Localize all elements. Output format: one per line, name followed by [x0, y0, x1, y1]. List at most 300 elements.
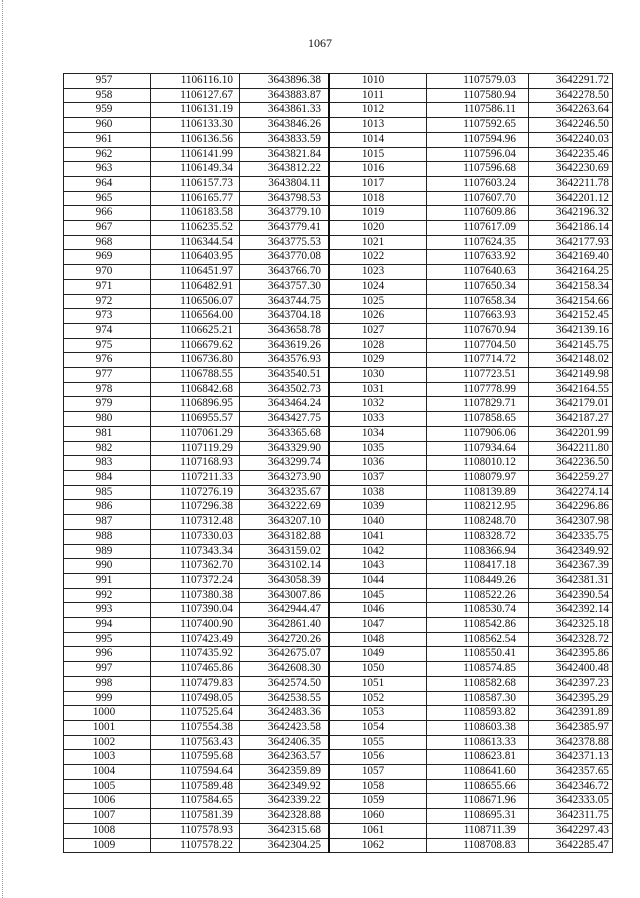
cell-point-number-right: 1060	[329, 809, 427, 824]
cell-y-coordinate-right: 3642154.66	[529, 294, 613, 309]
cell-y-coordinate-right: 3642378.88	[529, 735, 613, 750]
cell-x-coordinate-left: 1107119.29	[151, 441, 240, 456]
table-row	[64, 544, 613, 559]
cell-x-coordinate-right: 1108613.33	[427, 735, 529, 750]
cell-y-coordinate-right: 3642349.92	[529, 544, 613, 559]
cell-point-number-right: 1057	[329, 765, 427, 780]
table-row	[64, 647, 613, 662]
cell-x-coordinate-left: 1107400.90	[151, 618, 240, 633]
scan-edge-line	[2, 0, 4, 898]
cell-point-number-right: 1045	[329, 588, 427, 603]
cell-x-coordinate-left: 1107581.39	[151, 809, 240, 824]
cell-x-coordinate-left: 1106183.58	[151, 206, 240, 221]
cell-point-number-right: 1048	[329, 632, 427, 647]
cell-point-number-left: 988	[64, 529, 151, 544]
cell-point-number-right: 1013	[329, 118, 427, 133]
cell-point-number-left: 990	[64, 559, 151, 574]
cell-y-coordinate-right: 3642177.93	[529, 235, 613, 250]
table-row	[64, 779, 613, 794]
cell-x-coordinate-right: 1108248.70	[427, 515, 529, 530]
cell-point-number-left: 1006	[64, 794, 151, 809]
table-row	[64, 382, 613, 397]
cell-point-number-left: 993	[64, 603, 151, 618]
table-row	[64, 323, 613, 338]
cell-y-coordinate-left: 3643812.22	[240, 162, 330, 177]
cell-x-coordinate-left: 1106235.52	[151, 221, 240, 236]
cell-point-number-right: 1025	[329, 294, 427, 309]
cell-x-coordinate-right: 1107596.68	[427, 162, 529, 177]
cell-point-number-left: 981	[64, 426, 151, 441]
cell-point-number-left: 1008	[64, 823, 151, 838]
cell-y-coordinate-right: 3642164.25	[529, 265, 613, 280]
coordinates-table	[63, 73, 613, 853]
cell-x-coordinate-left: 1106344.54	[151, 235, 240, 250]
cell-x-coordinate-left: 1107554.38	[151, 720, 240, 735]
table-row	[64, 632, 613, 647]
cell-point-number-right: 1044	[329, 573, 427, 588]
cell-point-number-right: 1049	[329, 647, 427, 662]
cell-y-coordinate-left: 3642359.89	[240, 765, 330, 780]
cell-x-coordinate-right: 1108522.26	[427, 588, 529, 603]
table-row	[64, 706, 613, 721]
cell-y-coordinate-right: 3642259.27	[529, 470, 613, 485]
cell-x-coordinate-left: 1106896.95	[151, 397, 240, 412]
cell-x-coordinate-right: 1108139.89	[427, 485, 529, 500]
table-row	[64, 426, 613, 441]
table-row	[64, 191, 613, 206]
table-row	[64, 235, 613, 250]
cell-point-number-left: 957	[64, 74, 151, 89]
cell-x-coordinate-left: 1107211.33	[151, 470, 240, 485]
table-row	[64, 441, 613, 456]
table-row	[64, 765, 613, 780]
cell-x-coordinate-left: 1106157.73	[151, 176, 240, 191]
table-row	[64, 735, 613, 750]
cell-x-coordinate-left: 1107168.93	[151, 456, 240, 471]
cell-y-coordinate-left: 3643833.59	[240, 132, 330, 147]
cell-point-number-left: 961	[64, 132, 151, 147]
cell-y-coordinate-right: 3642385.97	[529, 720, 613, 735]
cell-point-number-left: 987	[64, 515, 151, 530]
cell-point-number-left: 1003	[64, 750, 151, 765]
cell-y-coordinate-right: 3642211.78	[529, 176, 613, 191]
cell-x-coordinate-right: 1107934.64	[427, 441, 529, 456]
table-row	[64, 74, 613, 89]
cell-y-coordinate-left: 3643464.24	[240, 397, 330, 412]
cell-point-number-right: 1026	[329, 309, 427, 324]
cell-x-coordinate-right: 1107617.09	[427, 221, 529, 236]
cell-point-number-right: 1021	[329, 235, 427, 250]
cell-x-coordinate-left: 1106149.34	[151, 162, 240, 177]
cell-point-number-right: 1022	[329, 250, 427, 265]
table-row	[64, 309, 613, 324]
cell-y-coordinate-left: 3643766.70	[240, 265, 330, 280]
cell-x-coordinate-left: 1107595.68	[151, 750, 240, 765]
cell-point-number-left: 965	[64, 191, 151, 206]
table-row	[64, 500, 613, 515]
cell-point-number-left: 998	[64, 676, 151, 691]
cell-point-number-left: 977	[64, 368, 151, 383]
table-row	[64, 470, 613, 485]
cell-point-number-left: 968	[64, 235, 151, 250]
cell-point-number-right: 1036	[329, 456, 427, 471]
cell-x-coordinate-left: 1106679.62	[151, 338, 240, 353]
cell-point-number-left: 985	[64, 485, 151, 500]
table-row	[64, 662, 613, 677]
cell-x-coordinate-right: 1107596.04	[427, 147, 529, 162]
cell-y-coordinate-right: 3642149.98	[529, 368, 613, 383]
cell-point-number-right: 1054	[329, 720, 427, 735]
cell-x-coordinate-left: 1107435.92	[151, 647, 240, 662]
cell-x-coordinate-right: 1108695.31	[427, 809, 529, 824]
cell-y-coordinate-right: 3642186.14	[529, 221, 613, 236]
table-row	[64, 294, 613, 309]
cell-y-coordinate-right: 3642390.54	[529, 588, 613, 603]
table-row	[64, 353, 613, 368]
cell-y-coordinate-right: 3642169.40	[529, 250, 613, 265]
cell-point-number-right: 1016	[329, 162, 427, 177]
cell-y-coordinate-right: 3642392.14	[529, 603, 613, 618]
table-row	[64, 618, 613, 633]
cell-y-coordinate-left: 3643619.26	[240, 338, 330, 353]
cell-x-coordinate-right: 1108671.96	[427, 794, 529, 809]
cell-y-coordinate-right: 3642240.03	[529, 132, 613, 147]
cell-y-coordinate-left: 3643798.53	[240, 191, 330, 206]
cell-point-number-left: 971	[64, 279, 151, 294]
table-row	[64, 720, 613, 735]
cell-y-coordinate-right: 3642328.72	[529, 632, 613, 647]
cell-y-coordinate-left: 3642328.88	[240, 809, 330, 824]
cell-x-coordinate-right: 1108562.54	[427, 632, 529, 647]
cell-x-coordinate-right: 1108542.86	[427, 618, 529, 633]
cell-y-coordinate-right: 3642201.99	[529, 426, 613, 441]
cell-point-number-left: 997	[64, 662, 151, 677]
cell-y-coordinate-left: 3643102.14	[240, 559, 330, 574]
cell-point-number-right: 1047	[329, 618, 427, 633]
cell-y-coordinate-left: 3643779.41	[240, 221, 330, 236]
cell-x-coordinate-right: 1107586.11	[427, 103, 529, 118]
cell-x-coordinate-right: 1107663.93	[427, 309, 529, 324]
cell-y-coordinate-left: 3642315.68	[240, 823, 330, 838]
cell-x-coordinate-left: 1106955.57	[151, 412, 240, 427]
cell-y-coordinate-left: 3643058.39	[240, 573, 330, 588]
cell-point-number-right: 1050	[329, 662, 427, 677]
cell-point-number-right: 1035	[329, 441, 427, 456]
cell-y-coordinate-left: 3643299.74	[240, 456, 330, 471]
table-row	[64, 750, 613, 765]
cell-x-coordinate-left: 1107390.04	[151, 603, 240, 618]
cell-x-coordinate-left: 1107584.65	[151, 794, 240, 809]
cell-point-number-left: 975	[64, 338, 151, 353]
cell-x-coordinate-left: 1107578.93	[151, 823, 240, 838]
cell-point-number-right: 1031	[329, 382, 427, 397]
cell-y-coordinate-right: 3642400.48	[529, 662, 613, 677]
table-row	[64, 676, 613, 691]
cell-y-coordinate-left: 3642363.57	[240, 750, 330, 765]
cell-point-number-left: 984	[64, 470, 151, 485]
cell-x-coordinate-right: 1108530.74	[427, 603, 529, 618]
cell-y-coordinate-left: 3643744.75	[240, 294, 330, 309]
cell-x-coordinate-right: 1107609.86	[427, 206, 529, 221]
cell-x-coordinate-left: 1107525.64	[151, 706, 240, 721]
table-row	[64, 265, 613, 280]
cell-y-coordinate-left: 3643222.69	[240, 500, 330, 515]
cell-point-number-left: 960	[64, 118, 151, 133]
cell-point-number-left: 1002	[64, 735, 151, 750]
cell-x-coordinate-right: 1108655.66	[427, 779, 529, 794]
cell-point-number-right: 1061	[329, 823, 427, 838]
table-row	[64, 250, 613, 265]
cell-x-coordinate-left: 1107479.83	[151, 676, 240, 691]
cell-point-number-right: 1040	[329, 515, 427, 530]
cell-x-coordinate-right: 1107592.65	[427, 118, 529, 133]
cell-point-number-right: 1039	[329, 500, 427, 515]
cell-y-coordinate-left: 3643273.90	[240, 470, 330, 485]
cell-y-coordinate-right: 3642278.50	[529, 88, 613, 103]
cell-point-number-left: 989	[64, 544, 151, 559]
table-row	[64, 103, 613, 118]
cell-x-coordinate-left: 1107594.64	[151, 765, 240, 780]
cell-x-coordinate-right: 1108623.81	[427, 750, 529, 765]
cell-point-number-left: 992	[64, 588, 151, 603]
table-row	[64, 162, 613, 177]
cell-x-coordinate-right: 1108603.38	[427, 720, 529, 735]
cell-point-number-right: 1056	[329, 750, 427, 765]
table-row	[64, 529, 613, 544]
cell-y-coordinate-left: 3643159.02	[240, 544, 330, 559]
cell-y-coordinate-right: 3642235.46	[529, 147, 613, 162]
cell-x-coordinate-left: 1106736.80	[151, 353, 240, 368]
cell-y-coordinate-left: 3642423.58	[240, 720, 330, 735]
cell-x-coordinate-left: 1106133.30	[151, 118, 240, 133]
cell-x-coordinate-left: 1106625.21	[151, 323, 240, 338]
table-row	[64, 559, 613, 574]
cell-x-coordinate-left: 1107372.24	[151, 573, 240, 588]
cell-x-coordinate-right: 1107723.51	[427, 368, 529, 383]
cell-x-coordinate-right: 1108010.12	[427, 456, 529, 471]
cell-point-number-left: 970	[64, 265, 151, 280]
cell-point-number-right: 1043	[329, 559, 427, 574]
cell-x-coordinate-left: 1107343.34	[151, 544, 240, 559]
cell-point-number-left: 1001	[64, 720, 151, 735]
cell-point-number-right: 1037	[329, 470, 427, 485]
cell-x-coordinate-right: 1108212.95	[427, 500, 529, 515]
cell-x-coordinate-right: 1107640.63	[427, 265, 529, 280]
cell-point-number-right: 1027	[329, 323, 427, 338]
cell-y-coordinate-right: 3642381.31	[529, 573, 613, 588]
cell-point-number-right: 1029	[329, 353, 427, 368]
cell-y-coordinate-right: 3642307.98	[529, 515, 613, 530]
table-row	[64, 809, 613, 824]
cell-y-coordinate-left: 3643757.30	[240, 279, 330, 294]
cell-x-coordinate-left: 1106564.00	[151, 309, 240, 324]
cell-x-coordinate-right: 1107624.35	[427, 235, 529, 250]
cell-point-number-left: 959	[64, 103, 151, 118]
cell-y-coordinate-left: 3642406.35	[240, 735, 330, 750]
cell-y-coordinate-left: 3643821.84	[240, 147, 330, 162]
cell-point-number-right: 1018	[329, 191, 427, 206]
cell-y-coordinate-left: 3642574.50	[240, 676, 330, 691]
cell-x-coordinate-left: 1107276.19	[151, 485, 240, 500]
cell-y-coordinate-right: 3642274.14	[529, 485, 613, 500]
cell-point-number-left: 982	[64, 441, 151, 456]
cell-point-number-left: 994	[64, 618, 151, 633]
cell-x-coordinate-right: 1107670.94	[427, 323, 529, 338]
cell-point-number-left: 986	[64, 500, 151, 515]
cell-point-number-right: 1041	[329, 529, 427, 544]
cell-point-number-right: 1042	[329, 544, 427, 559]
cell-x-coordinate-right: 1108079.97	[427, 470, 529, 485]
cell-x-coordinate-right: 1107714.72	[427, 353, 529, 368]
cell-x-coordinate-left: 1106136.56	[151, 132, 240, 147]
cell-y-coordinate-right: 3642367.39	[529, 559, 613, 574]
cell-x-coordinate-right: 1107858.65	[427, 412, 529, 427]
cell-x-coordinate-right: 1107580.94	[427, 88, 529, 103]
cell-y-coordinate-left: 3642304.25	[240, 838, 330, 853]
cell-x-coordinate-left: 1107578.22	[151, 838, 240, 853]
cell-y-coordinate-right: 3642263.64	[529, 103, 613, 118]
table-row	[64, 838, 613, 853]
cell-y-coordinate-left: 3642861.40	[240, 618, 330, 633]
cell-y-coordinate-right: 3642325.18	[529, 618, 613, 633]
cell-y-coordinate-left: 3643846.26	[240, 118, 330, 133]
cell-x-coordinate-right: 1108708.83	[427, 838, 529, 853]
cell-x-coordinate-left: 1107563.43	[151, 735, 240, 750]
cell-x-coordinate-right: 1107607.70	[427, 191, 529, 206]
cell-y-coordinate-right: 3642297.43	[529, 823, 613, 838]
cell-x-coordinate-left: 1106788.55	[151, 368, 240, 383]
cell-x-coordinate-left: 1107498.05	[151, 691, 240, 706]
table-row	[64, 794, 613, 809]
cell-x-coordinate-left: 1107380.38	[151, 588, 240, 603]
cell-point-number-right: 1058	[329, 779, 427, 794]
table-row	[64, 221, 613, 236]
cell-point-number-right: 1055	[329, 735, 427, 750]
cell-x-coordinate-left: 1106131.19	[151, 103, 240, 118]
cell-x-coordinate-left: 1107589.48	[151, 779, 240, 794]
cell-x-coordinate-right: 1108366.94	[427, 544, 529, 559]
cell-y-coordinate-left: 3642675.07	[240, 647, 330, 662]
cell-point-number-left: 1004	[64, 765, 151, 780]
table-row	[64, 338, 613, 353]
cell-y-coordinate-left: 3643704.18	[240, 309, 330, 324]
cell-point-number-left: 963	[64, 162, 151, 177]
cell-x-coordinate-right: 1108587.30	[427, 691, 529, 706]
cell-y-coordinate-right: 3642291.72	[529, 74, 613, 89]
cell-x-coordinate-right: 1108582.68	[427, 676, 529, 691]
cell-point-number-right: 1017	[329, 176, 427, 191]
table-row	[64, 691, 613, 706]
table-row	[64, 147, 613, 162]
cell-y-coordinate-left: 3643365.68	[240, 426, 330, 441]
cell-x-coordinate-right: 1107650.34	[427, 279, 529, 294]
cell-x-coordinate-right: 1108550.41	[427, 647, 529, 662]
cell-y-coordinate-left: 3643576.93	[240, 353, 330, 368]
cell-point-number-left: 972	[64, 294, 151, 309]
cell-y-coordinate-right: 3642357.65	[529, 765, 613, 780]
cell-y-coordinate-right: 3642230.69	[529, 162, 613, 177]
cell-y-coordinate-right: 3642179.01	[529, 397, 613, 412]
cell-y-coordinate-left: 3642944.47	[240, 603, 330, 618]
cell-x-coordinate-right: 1107603.24	[427, 176, 529, 191]
cell-point-number-right: 1014	[329, 132, 427, 147]
cell-y-coordinate-right: 3642196.32	[529, 206, 613, 221]
cell-y-coordinate-right: 3642391.89	[529, 706, 613, 721]
cell-x-coordinate-right: 1107594.96	[427, 132, 529, 147]
cell-point-number-left: 958	[64, 88, 151, 103]
table-row	[64, 515, 613, 530]
cell-point-number-left: 999	[64, 691, 151, 706]
cell-y-coordinate-left: 3643235.67	[240, 485, 330, 500]
cell-x-coordinate-left: 1107312.48	[151, 515, 240, 530]
cell-y-coordinate-left: 3643775.53	[240, 235, 330, 250]
cell-y-coordinate-right: 3642397.23	[529, 676, 613, 691]
cell-point-number-right: 1024	[329, 279, 427, 294]
table-row	[64, 88, 613, 103]
cell-y-coordinate-left: 3643779.10	[240, 206, 330, 221]
cell-y-coordinate-left: 3643207.10	[240, 515, 330, 530]
cell-y-coordinate-right: 3642164.55	[529, 382, 613, 397]
cell-y-coordinate-left: 3643427.75	[240, 412, 330, 427]
cell-y-coordinate-right: 3642246.50	[529, 118, 613, 133]
cell-point-number-left: 980	[64, 412, 151, 427]
cell-point-number-right: 1034	[329, 426, 427, 441]
cell-y-coordinate-left: 3642339.22	[240, 794, 330, 809]
table-row	[64, 176, 613, 191]
table-row	[64, 588, 613, 603]
cell-point-number-left: 969	[64, 250, 151, 265]
cell-y-coordinate-right: 3642311.75	[529, 809, 613, 824]
cell-x-coordinate-left: 1107423.49	[151, 632, 240, 647]
cell-y-coordinate-left: 3643502.73	[240, 382, 330, 397]
cell-x-coordinate-left: 1107296.38	[151, 500, 240, 515]
cell-point-number-right: 1052	[329, 691, 427, 706]
cell-x-coordinate-right: 1107579.03	[427, 74, 529, 89]
cell-y-coordinate-right: 3642335.75	[529, 529, 613, 544]
cell-x-coordinate-left: 1106482.91	[151, 279, 240, 294]
cell-point-number-left: 967	[64, 221, 151, 236]
cell-point-number-left: 979	[64, 397, 151, 412]
cell-y-coordinate-right: 3642236.50	[529, 456, 613, 471]
table-row	[64, 485, 613, 500]
cell-y-coordinate-right: 3642211.80	[529, 441, 613, 456]
cell-y-coordinate-left: 3643804.11	[240, 176, 330, 191]
cell-y-coordinate-left: 3643007.86	[240, 588, 330, 603]
cell-x-coordinate-left: 1107362.70	[151, 559, 240, 574]
cell-y-coordinate-right: 3642333.05	[529, 794, 613, 809]
cell-point-number-left: 996	[64, 647, 151, 662]
cell-x-coordinate-right: 1108328.72	[427, 529, 529, 544]
cell-x-coordinate-right: 1107829.71	[427, 397, 529, 412]
cell-y-coordinate-right: 3642296.86	[529, 500, 613, 515]
cell-point-number-right: 1053	[329, 706, 427, 721]
cell-x-coordinate-left: 1107330.03	[151, 529, 240, 544]
cell-point-number-right: 1010	[329, 74, 427, 89]
cell-point-number-right: 1023	[329, 265, 427, 280]
cell-y-coordinate-left: 3642483.36	[240, 706, 330, 721]
cell-x-coordinate-right: 1108574.85	[427, 662, 529, 677]
cell-x-coordinate-right: 1108711.39	[427, 823, 529, 838]
cell-x-coordinate-right: 1107906.06	[427, 426, 529, 441]
cell-y-coordinate-left: 3643182.88	[240, 529, 330, 544]
cell-y-coordinate-left: 3643658.78	[240, 323, 330, 338]
table-row	[64, 368, 613, 383]
cell-y-coordinate-left: 3643861.33	[240, 103, 330, 118]
cell-y-coordinate-left: 3642720.26	[240, 632, 330, 647]
table-row	[64, 823, 613, 838]
cell-y-coordinate-right: 3642158.34	[529, 279, 613, 294]
cell-point-number-left: 964	[64, 176, 151, 191]
